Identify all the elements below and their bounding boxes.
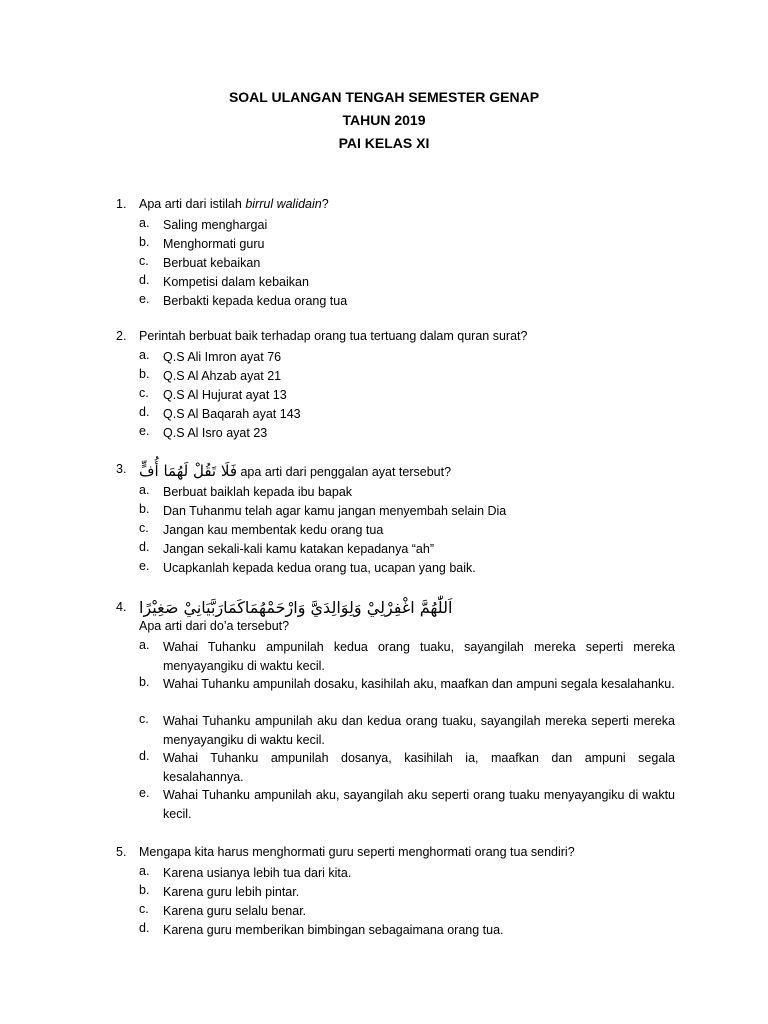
question-number: 2. [116, 329, 127, 343]
question-text: Mengapa kita harus menghormati guru seperti menghormati orang tua sendiri? [139, 845, 575, 859]
question-term: birrul walidain [245, 197, 322, 211]
question-number: 1. [116, 197, 127, 211]
question-text: Perintah berbuat baik terhadap orang tua tertuang dalam quran surat? [139, 329, 528, 343]
document-page: SOAL ULANGAN TENGAH SEMESTER GENAP TAHUN 2019 PAI KELAS XI 1. Apa arti dari istilah birrul walidain? a. Saling menghargai b. Menghormati guru c. Berbuat kebaikan d. Kompetisi dalam kebaikan e. Berbakti kepada kedua orang tua 2. Perintah berbuat baik terhadap orang tua tertuang dalam quran surat? a. Q.S Ali Imron ayat 76 b. Q.S Al Ahzab ayat 21 c. Q.S Al Hujurat ayat 13 d. Q.S Al Baqarah ayat 143 e. Q.S Al Isro ayat 23 3. فَلَا تَقُلْ لَهُمَا أُفٍّ apa arti dari penggalan ayat tersebut? a. Berbuat baiklah kepada ibu bapak b. Dan Tuhanmu telah agar kamu jangan menyembah selain Dia c. Jangan kau membentak kedu orang tua d. Jangan sekali-kali kamu katakan kepadanya “ah” e. Ucapkanlah kepada kedua orang tua, ucapan yang baik. 4. اَللّٰهُمَّ اغْفِرْلِيْ وَلِوَالِدَيَّ وَارْحَمْهُمَاكَمَارَبَّيَانِيْ صَغِيْرًا Apa arti dari do’a tersebut? a. Wahai Tuhanku ampunilah kedua orang tuaku, sayangilah mereka seperti mereka menyayangiku di waktu kecil. b. Wahai Tuhanku ampunilah dosaku, kasihilah aku, maafkan dan ampuni segala kesalahanku. c. Wahai Tuhanku ampunilah aku dan kedua orang tuaku, sayangilah mereka seperti mereka menyayangiku di waktu kecil. d. Wahai Tuhanku ampunilah dosanya, kasihilah ia, maafkan dan ampuni segala kesalahannya. e. Wahai Tuhanku ampunilah aku, sayangilah aku seperti orang tuaku menyayangiku di waktu kecil. 5. Mengapa kita harus menghormati guru seperti menghormati orang tua sendiri? a. Karena usianya lebih tua dari kita. b. Karena guru lebih pintar. c. Karena guru selalu benar. d. Karena guru memberikan bimbingan sebagaimana orang tua. [0, 0, 768, 1024]
exam-class: PAI KELAS XI [338, 135, 430, 151]
question-text: فَلَا تَقُلْ لَهُمَا أُفٍّ apa arti dari penggalan ayat tersebut? [139, 462, 452, 480]
question-text: Apa arti dari do’a tersebut? [139, 619, 290, 633]
question-number: 4. [116, 600, 127, 614]
arabic-verse: فَلَا تَقُلْ لَهُمَا أُفٍّ [139, 462, 237, 480]
question-number: 5. [116, 845, 127, 859]
exam-title: SOAL ULANGAN TENGAH SEMESTER GENAP [228, 89, 540, 105]
question-text: Apa arti dari istilah birrul walidain? [139, 197, 329, 211]
exam-year: TAHUN 2019 [342, 112, 426, 128]
question-number: 3. [116, 462, 127, 476]
arabic-prayer: اَللّٰهُمَّ اغْفِرْلِيْ وَلِوَالِدَيَّ وَارْحَمْهُمَاكَمَارَبَّيَانِيْ صَغِيْرًا [139, 598, 453, 617]
